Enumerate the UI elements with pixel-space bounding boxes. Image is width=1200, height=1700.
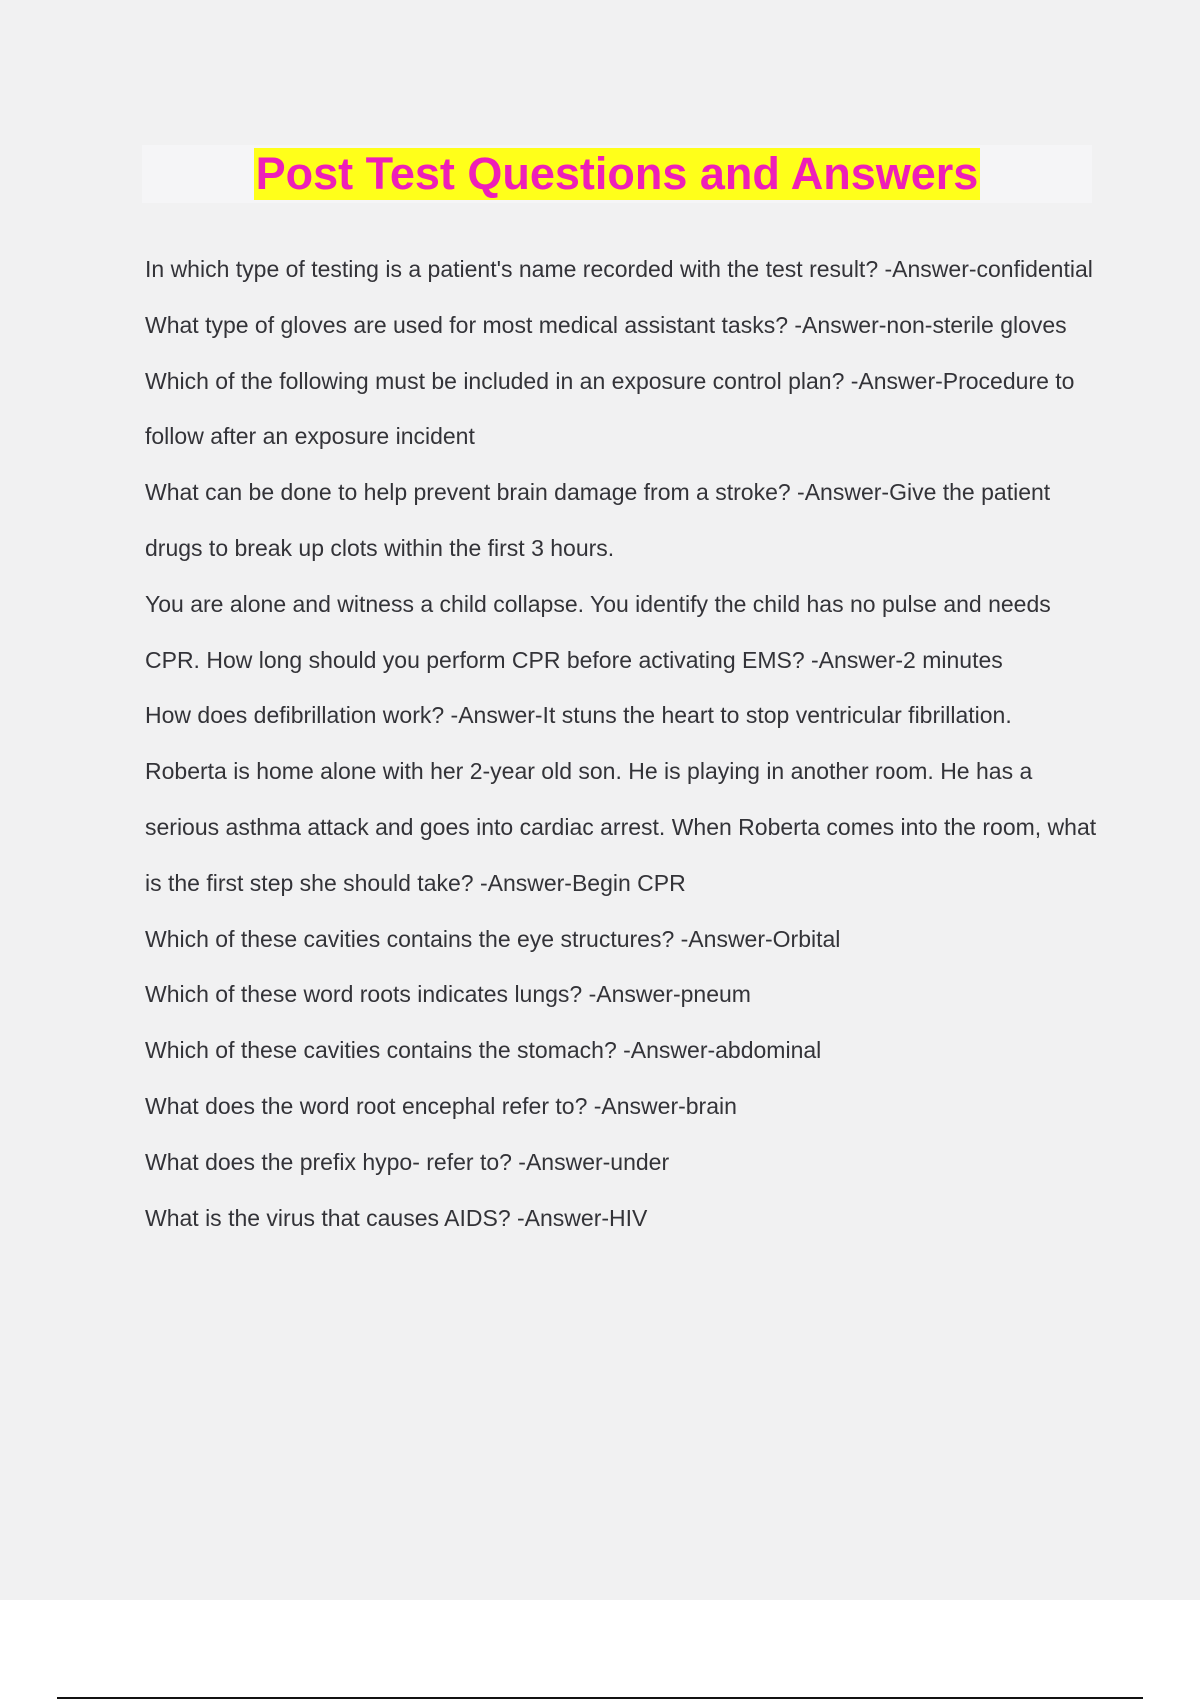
qa-item: Which of the following must be included in an exposure control plan? -Answer-Procedure to follow after an exposure incident xyxy=(145,367,1075,450)
qa-item: Which of these cavities contains the eye structures? -Answer-Orbital xyxy=(145,925,841,952)
qa-item: You are alone and witness a child collapse. You identify the child has no pulse and needs CPR. How long should you perform CPR before activating EMS? -Answer-2 minutes xyxy=(145,590,1051,673)
qa-item: Roberta is home alone with her 2-year old son. He is playing in another room. He has a serious asthma attack and goes into cardiac arrest. When Roberta comes into the room, what is the first step she should take? -Answer-Begin CPR xyxy=(145,758,1097,896)
qa-item: Which of these cavities contains the stomach? -Answer-abdominal xyxy=(145,1037,822,1064)
qa-item: What type of gloves are used for most medical assistant tasks? -Answer-non-sterile gloves xyxy=(145,311,1067,338)
qa-item: What can be done to help prevent brain damage from a stroke? -Answer-Give the patient drugs to break up clots within the first 3 hours. xyxy=(145,479,1051,561)
footer-rule xyxy=(57,1697,1143,1699)
page-title: Post Test Questions and Answers xyxy=(255,148,979,199)
qa-item: What does the word root encephal refer to? -Answer-brain xyxy=(145,1092,737,1119)
title-band xyxy=(142,145,1092,203)
qa-list xyxy=(145,242,1100,1246)
qa-item: In which type of testing is a patient's name recorded with the test result? -Answer-confidential xyxy=(145,256,1093,282)
qa-item: How does defibrillation work? -Answer-It stuns the heart to stop ventricular fibrillation. xyxy=(145,702,1012,729)
qa-item: What is the virus that causes AIDS? -Answer-HIV xyxy=(145,1204,648,1231)
qa-item: What does the prefix hypo- refer to? -Answer-under xyxy=(145,1148,670,1175)
qa-item: Which of these word roots indicates lungs? -Answer-pneum xyxy=(145,981,751,1008)
